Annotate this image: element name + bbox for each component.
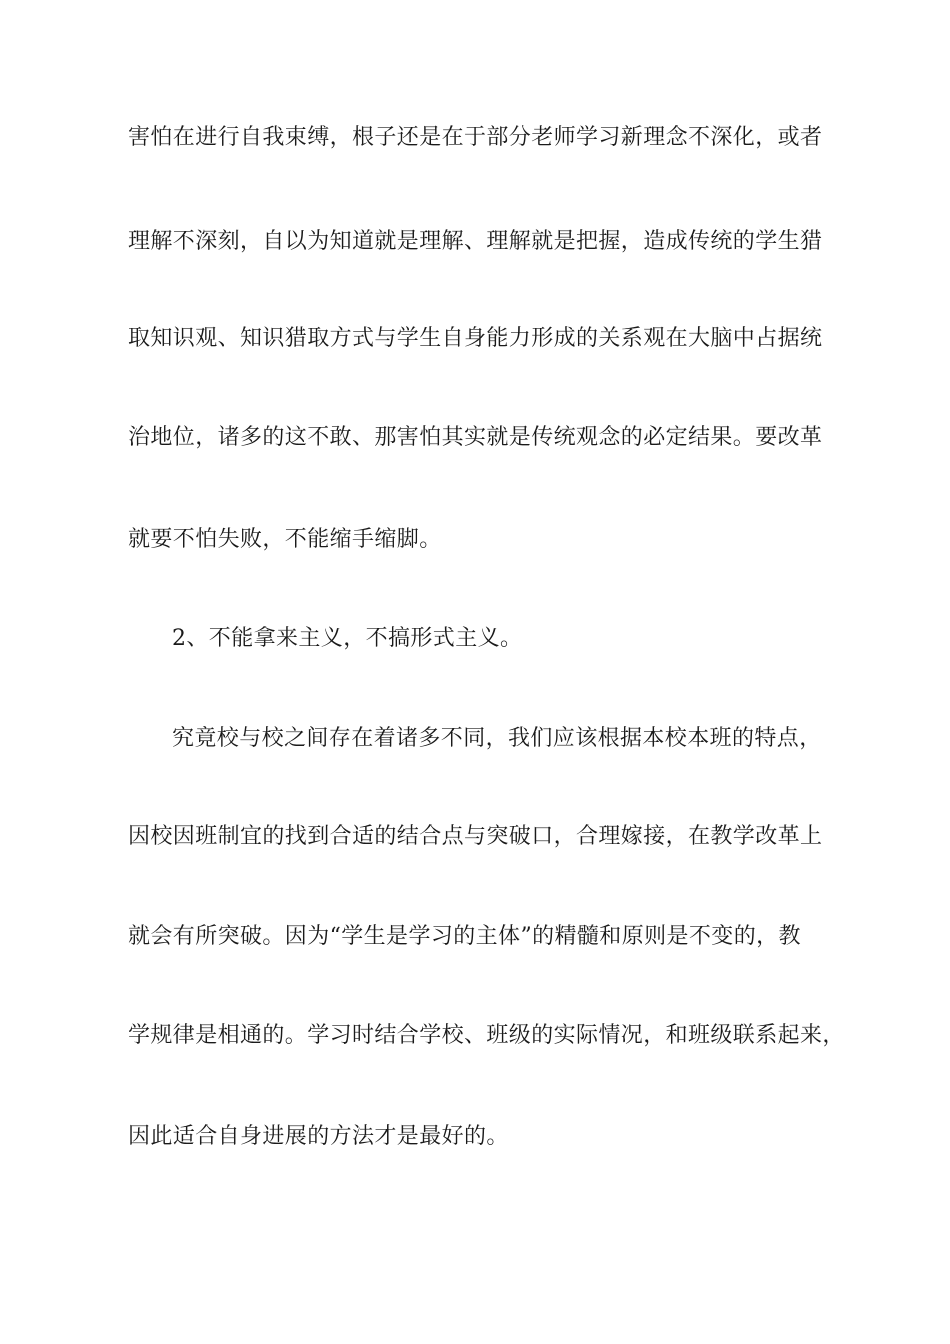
text-line: 就会有所突破。因为“学生是学习的主体”的精髓和原则是不变的，教 xyxy=(128,924,801,949)
text-line: 学规律是相通的。学习时结合学校、班级的实际情况，和班级联系起来， xyxy=(128,1023,845,1048)
text-line: 取知识观、知识猎取方式与学生自身能力形成的关系观在大脑中占据统 xyxy=(128,326,823,351)
text-line: 究竟校与校之间存在着诸多不同，我们应该根据本校本班的特点， xyxy=(172,726,822,751)
text-line: 害怕在进行自我束缚，根子还是在于部分老师学习新理念不深化，或者 xyxy=(128,125,823,150)
text-line: 就要不怕失败，不能缩手缩脚。 xyxy=(128,527,442,552)
section-heading: 2、不能拿来主义，不搞形式主义。 xyxy=(172,626,523,651)
text-line: 因校因班制宜的找到合适的结合点与突破口，合理嫁接，在教学改革上 xyxy=(128,824,823,849)
text-line: 理解不深刻，自以为知道就是理解、理解就是把握，造成传统的学生猎 xyxy=(128,229,823,254)
text-line: 治地位，诸多的这不敢、那害怕其实就是传统观念的必定结果。要改革 xyxy=(128,425,823,450)
text-line: 因此适合自身进展的方法才是最好的。 xyxy=(128,1124,509,1149)
